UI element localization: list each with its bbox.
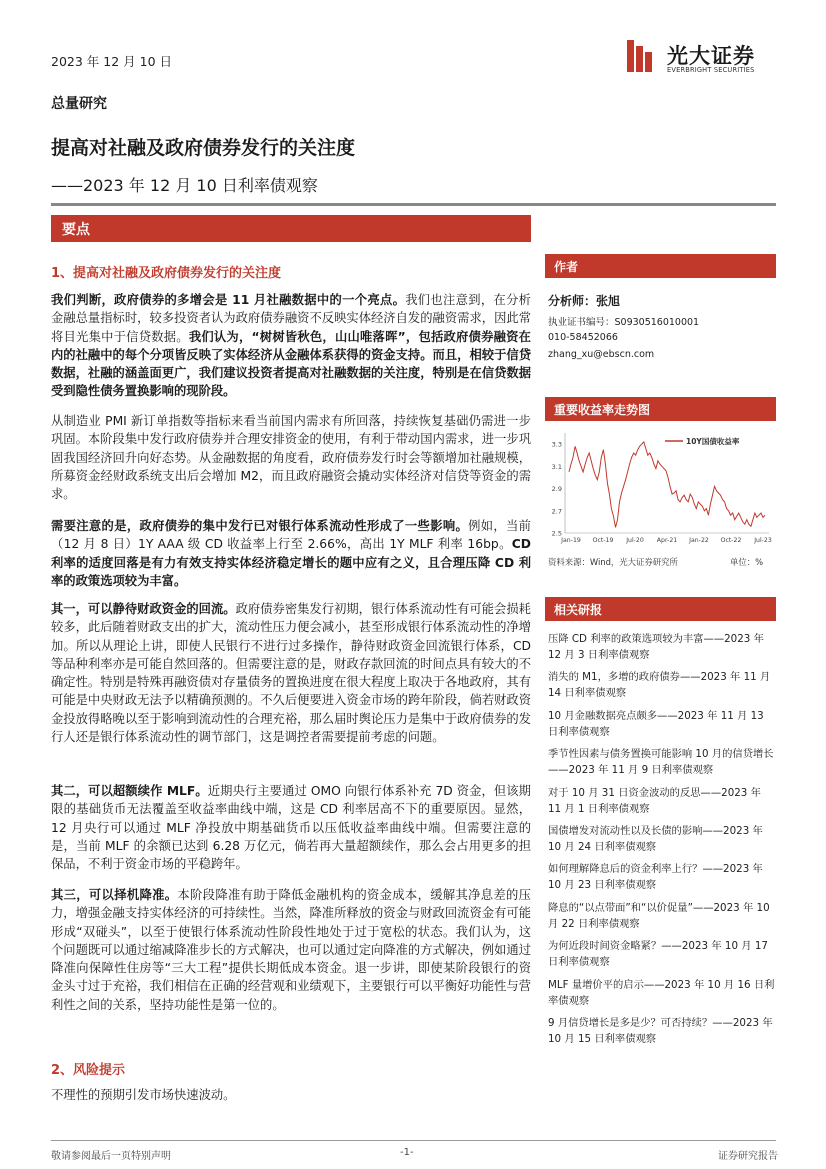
paragraph-4 (51, 600, 531, 746)
related-report-item[interactable]: 消失的 M1，多增的政府债券——2023 年 11 月 14 日利率债观察 (548, 671, 771, 700)
company-logo (625, 38, 785, 78)
related-report-item[interactable]: 为何近段时间资金略紧？——2023 年 10 月 17 日利率债观察 (548, 940, 768, 969)
p1-bold-2: 我们认为，“树树皆秋色，山山唯落晖”，包括政府债券融资在内的社融中的每个分项皆反映了实体经济从金融体系获得的资金支持。而且，相较于信贷数据，社融的涵盖面更广，我们建议投资者提高对社融数据的关注度，特别是在信贷数据受到隐性债务置换影响的现阶段。 (51, 329, 531, 399)
y-tick-label: 3.1 (551, 462, 562, 471)
title-divider (51, 203, 776, 206)
x-tick-label: Oct-19 (592, 537, 614, 544)
yield-chart (545, 421, 776, 553)
related-report-item[interactable]: 降息的“以点带面”和“以价促量”——2023 年 10 月 22 日利率债观察 (548, 901, 770, 930)
analyst-name: 分析师：张旭 (548, 294, 621, 308)
p6-text: 本阶段降准有助于降低金融机构的资金成本，缓解其净息差的压力，增强金融支持实体经济的可持续性。当然，降准所释放的资金与财政回流资金有可能形成“双碰头”，以至于使银行体系流动性阶段性地处于过于宽松的状态。我们认为，这个问题既可以通过缩减降准步长的方式解决，也可以通过定向降准的方式解决，例如通过降准向保障性住房等“三大工程”提供长期低成本资金。退一步讲，即使某阶段银行的资金头寸过于充裕，我们相信在正确的经营观和业绩观下，主要银行可以平衡好功能性与营利性之间的关系，坚持功能性是第一位的。 (51, 888, 531, 1012)
author-header: 作者 (545, 254, 776, 278)
x-tick-label: Jul-20 (626, 537, 644, 544)
p5-text: 近期央行主要通过 OMO 向银行体系补充 7D 资金，但该期限的基础货币无法覆盖至收益率曲线中端，这是 CD 利率居高不下的重要原因。显然，12 月央行可以通过 MLF 净投放中期基础货币以压低收益率曲线中端。但需要注意的是，当前 MLF 的余额已达到 6.28 万亿元，倘若再大量超额续作，那么会占用更多的担保品，不利于资金市场的平稳跨年。 (51, 784, 531, 872)
email-address: zhang_xu@ebscn.com (548, 349, 655, 360)
paragraph-1 (51, 291, 531, 401)
report-title: 提高对社融及政府债券发行的关注度 (51, 137, 356, 159)
paragraph-6 (51, 886, 531, 1014)
chart-unit: 单位：% (730, 557, 764, 567)
x-tick-label: Apr-21 (656, 537, 678, 544)
y-tick-label: 2.5 (551, 529, 562, 538)
logo-icon (625, 38, 657, 74)
p3-text-1: 例如，当前（12 月 8 日）1Y AAA 级 CD 收益率上行至 2.66%，高出 1Y MLF 利率 16bp。 (51, 519, 531, 552)
page-number: -1- (400, 1147, 414, 1158)
related-report-item[interactable]: 9 月信贷增长是多是少？可否持续？——2023 年 10 月 15 日利率债观察 (548, 1016, 773, 1045)
p3-bold-1: 需要注意的是，政府债券的集中发行已对银行体系流动性形成了一些影响。 (51, 519, 469, 533)
related-reports-list (548, 631, 776, 1053)
footer-disclaimer[interactable]: 敬请参阅最后一页特别声明 (51, 1151, 171, 1162)
report-subtitle: ——2023 年 12 月 10 日利率债观察 (51, 176, 318, 195)
related-report-item[interactable]: MLF 量增价平的启示——2023 年 10 月 16 日利率债观察 (548, 978, 775, 1007)
related-report-item[interactable]: 季节性因素与债务置换可能影响 10 月的信贷增长——2023 年 11 月 9 日利率债观察 (548, 748, 774, 777)
related-report-item[interactable]: 国债增发对流动性以及长债的影响——2023 年 10 月 24 日利率债观察 (548, 824, 763, 853)
p1-bold-1: 我们判断，政府债券的多增会是 11 月社融数据中的一个亮点。 (51, 293, 406, 307)
section-2-title: 2、风险提示 (51, 1063, 126, 1078)
p6-bold: 其三，可以择机降准。 (51, 888, 178, 902)
footer-divider (51, 1140, 776, 1141)
p5-bold: 其二，可以超额续作 MLF。 (51, 784, 208, 798)
y-tick-label: 3.3 (551, 440, 562, 449)
related-report-item[interactable]: 10 月金融数据亮点颇多——2023 年 11 月 13 日利率债观察 (548, 709, 764, 738)
phone-number: 010-58452066 (548, 332, 618, 343)
p4-text: 政府债券密集发行初期，银行体系流动性有可能会损耗较多，此后随着财政支出的扩大，流动性压力便会减小，甚至形成银行体系流动性的净增加。所以从理论上讲，即使人民银行不进行过多操作，静待财政资金回流银行体系，CD 等品种利率亦是可能自然回落的。但需要注意的是，财政存款回流的时间点具有较大的不确定性。特别是特殊再融资债对存量债务的置换进度在很大程度上取决于各地政府，其有可能是中央财政无法予以精确预测的。不久后便要进入资金市场的跨年阶段，倘若财政资金投放得略晚以至于影响到流动性的合理充裕，那么届时舆论压力是集中于政府债券的发行人还是银行体系流动性的调节部门，这是调控者需要提前考虑的问题。 (51, 602, 531, 745)
y-tick-label: 2.7 (551, 507, 562, 516)
logo-text: 光大证券 (667, 44, 755, 68)
x-tick-label: Jul-23 (754, 537, 772, 544)
p1-text-1: 我们也注意到，在分析金融总量指标时，较多投资者认为政府债券融资不反映实体经济自发的融资需求，因此常将目光集中于信贷数据。 (51, 293, 531, 344)
legend-label: 10Y国债收益率 (686, 437, 740, 446)
report-date: 2023 年 12 月 10 日 (51, 54, 172, 69)
related-report-item[interactable]: 对于 10 月 31 日资金波动的反思——2023 年 11 月 1 日利率债观察 (548, 786, 761, 815)
x-tick-label: Jan-22 (689, 537, 709, 544)
chart-source: 资料来源：Wind，光大证券研究所 (548, 557, 678, 567)
license-number: 执业证书编号：S0930516010001 (548, 317, 700, 328)
x-tick-label: Jan-19 (561, 537, 581, 544)
y-tick-label: 2.9 (551, 485, 562, 494)
paragraph-2: 从制造业 PMI 新订单指数等指标来看当前国内需求有所回落，持续恢复基础仍需进一步巩固。本阶段集中发行政府债券并合理安排资金的使用，有利于带动国内需求，进一步巩固我国经济回升向好态势。从金融数据的角度看，政府债券发行时会等额增加社融规模，所募资金经财政系统支出后会增加 M2，而且政府融资会撬动实体经济对信贷等资金的需求。 (51, 414, 531, 502)
paragraph-5 (51, 782, 531, 873)
related-report-item[interactable]: 如何理解降息后的资金利率上行？——2023 年 10 月 23 日利率债观察 (548, 863, 763, 892)
related-reports-header: 相关研报 (545, 597, 776, 621)
logo-subtext: EVERBRIGHT SECURITIES (667, 66, 755, 74)
chart-header: 重要收益率走势图 (545, 397, 776, 421)
p3-bold-2: CD 利率的适度回落是有力有效支持实体经济稳定增长的题中应有之义，且合理压降 CD 利率的政策选项较为丰富。 (51, 537, 531, 588)
series-line-10y (569, 442, 765, 528)
paragraph-7: 不理性的预期引发市场快速波动。 (51, 1088, 236, 1102)
key-points-header: 要点 (51, 215, 531, 242)
paragraph-3 (51, 517, 531, 590)
footer-report-type: 证券研究报告 (718, 1151, 778, 1162)
p4-bold: 其一，可以静待财政资金的回流。 (51, 602, 236, 616)
related-report-item[interactable]: 压降 CD 利率的政策选项较为丰富——2023 年 12 月 3 日利率债观察 (548, 633, 764, 661)
section-1-title: 1、提高对社融及政府债券发行的关注度 (51, 266, 282, 281)
report-category: 总量研究 (51, 96, 107, 112)
x-tick-label: Oct-22 (720, 537, 742, 544)
